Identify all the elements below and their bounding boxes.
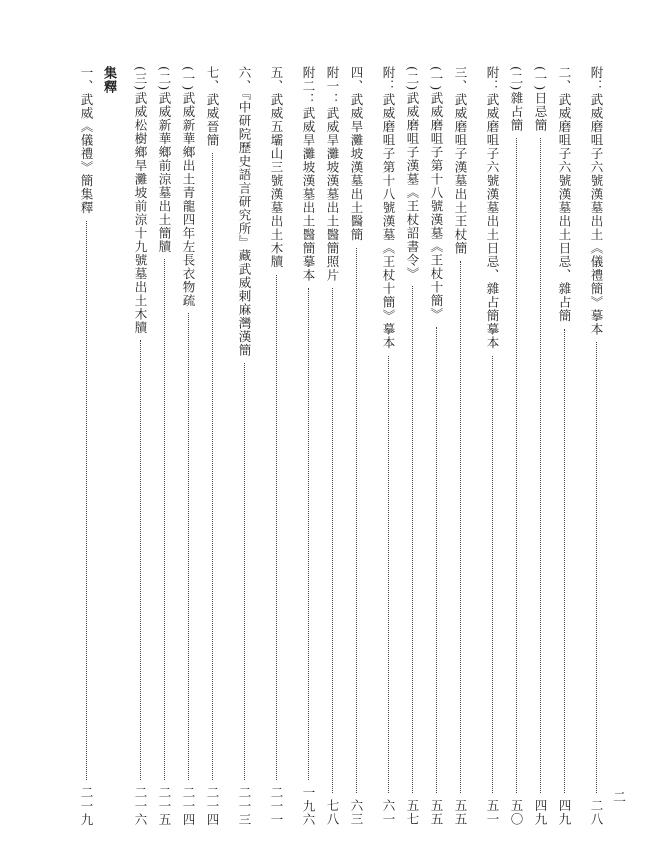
dot-leader bbox=[275, 275, 277, 780]
toc-entry bbox=[344, 66, 368, 826]
dot-leader bbox=[491, 356, 493, 794]
toc-entry-title: 五、武威五壩山三號漢墓出土木牘 bbox=[269, 66, 284, 269]
toc-entry-title: (一)日忌簡 bbox=[533, 66, 548, 132]
toc-entry bbox=[264, 66, 288, 826]
toc-entry-page: 四九 bbox=[533, 799, 548, 826]
toc-entry-title: 附：武威磨咀子六號漢墓出土《儀禮簡》摹本 bbox=[589, 66, 604, 336]
dot-leader bbox=[563, 329, 565, 794]
toc-entry-title: 七、武威晉簡 bbox=[205, 66, 220, 147]
toc-entry-page: 二一四 bbox=[205, 785, 220, 826]
toc-entry-page: 一九六 bbox=[301, 785, 316, 826]
toc-entry-page: 六一 bbox=[381, 799, 396, 826]
dot-leader bbox=[139, 340, 141, 779]
toc-entry-page: 五五 bbox=[453, 799, 468, 826]
toc-entry-page: 二一三 bbox=[237, 785, 252, 826]
toc-entry bbox=[74, 66, 98, 826]
toc-entry-title: 附二：武威旱灘坡漢墓出土醫簡摹本 bbox=[301, 66, 316, 282]
dot-leader bbox=[387, 356, 389, 794]
toc-entry bbox=[480, 66, 504, 826]
dot-leader bbox=[595, 342, 597, 793]
toc-entry-title: 二、武威磨咀子六號漢墓出土日忌、雜占簡 bbox=[557, 66, 572, 323]
toc-entry-title: 一、武威《儀禮》簡集釋 bbox=[79, 66, 94, 215]
toc-entry-title: 附：武威磨咀子六號漢墓出土日忌、雜占簡摹本 bbox=[485, 66, 500, 350]
toc-entry bbox=[424, 66, 448, 826]
toc-entry bbox=[320, 66, 344, 826]
toc-entry bbox=[552, 66, 576, 826]
toc-entry-title: (二)武威新華鄉前涼墓出土簡牘 bbox=[157, 66, 172, 254]
toc-entry bbox=[400, 66, 424, 826]
toc-entry-title: (一)武威磨咀子第十八號漢墓《王杖十簡》 bbox=[429, 66, 444, 321]
toc-entry bbox=[176, 66, 200, 826]
dot-leader bbox=[411, 286, 413, 793]
section-heading-title: 集釋 bbox=[101, 66, 116, 94]
toc-entry-page: 二一四 bbox=[181, 785, 196, 826]
toc-entry bbox=[376, 66, 400, 826]
page-number: 二 bbox=[610, 790, 625, 805]
toc-entry-page: 二八 bbox=[589, 799, 604, 826]
toc-entry bbox=[448, 66, 472, 826]
table-of-contents bbox=[74, 66, 608, 826]
toc-entry-page: 七八 bbox=[325, 799, 340, 826]
toc-entry bbox=[128, 66, 152, 826]
toc-entry-page: 二一六 bbox=[133, 785, 148, 826]
toc-entry bbox=[152, 66, 176, 826]
toc-entry-page: 五一 bbox=[485, 799, 500, 826]
toc-entry-page: 二一一 bbox=[269, 785, 284, 826]
toc-entry-page: 五〇 bbox=[509, 799, 524, 826]
toc-entry-title: (二)雜占簡 bbox=[509, 66, 524, 132]
toc-entry bbox=[584, 66, 608, 826]
toc-entry-title: 附一：武威旱灘坡漢墓出土醫簡照片 bbox=[325, 66, 340, 282]
dot-leader bbox=[331, 288, 333, 793]
toc-entry-page: 二一九 bbox=[79, 785, 94, 826]
toc-entry bbox=[296, 66, 320, 826]
toc-entry-title: 三、武威磨咀子漢墓出土王杖簡 bbox=[453, 66, 468, 255]
toc-entry-page: 二一五 bbox=[157, 785, 172, 826]
toc-entry-title: (二)武威磨咀子漢墓《王杖詔書令》 bbox=[405, 66, 420, 281]
dot-leader bbox=[187, 313, 189, 779]
toc-entry-title: 六、『中研院歷史語言研究所』藏武威剌麻灣漢簡 bbox=[237, 66, 252, 357]
dot-leader bbox=[163, 259, 165, 779]
dot-leader bbox=[85, 221, 87, 780]
dot-leader bbox=[435, 327, 437, 793]
section-heading bbox=[98, 66, 120, 826]
toc-entry bbox=[200, 66, 224, 826]
toc-entry bbox=[504, 66, 528, 826]
toc-entry-title: 四、武威旱灘坡漢墓出土醫簡 bbox=[349, 66, 364, 242]
toc-entry bbox=[528, 66, 552, 826]
toc-entry-title: (三)武威松樹鄉旱灘坡前涼十九號墓出土木牘 bbox=[133, 66, 148, 335]
dot-leader bbox=[539, 138, 541, 793]
toc-entry-title: 附：武威磨咀子第十八號漢墓《王杖十簡》摹本 bbox=[381, 66, 396, 350]
toc-entry-page: 六三 bbox=[349, 799, 364, 826]
dot-leader bbox=[211, 153, 213, 780]
dot-leader bbox=[243, 363, 245, 780]
dot-leader bbox=[355, 248, 357, 794]
toc-entry-page: 五五 bbox=[429, 799, 444, 826]
toc-entry bbox=[232, 66, 256, 826]
toc-entry-title: (一)武威新華鄉出土青龍四年左長衣物疏 bbox=[181, 66, 196, 308]
dot-leader bbox=[307, 288, 309, 780]
dot-leader bbox=[515, 138, 517, 793]
toc-entry-page: 四九 bbox=[557, 799, 572, 826]
dot-leader bbox=[459, 261, 461, 793]
toc-entry-page: 五七 bbox=[405, 799, 420, 826]
